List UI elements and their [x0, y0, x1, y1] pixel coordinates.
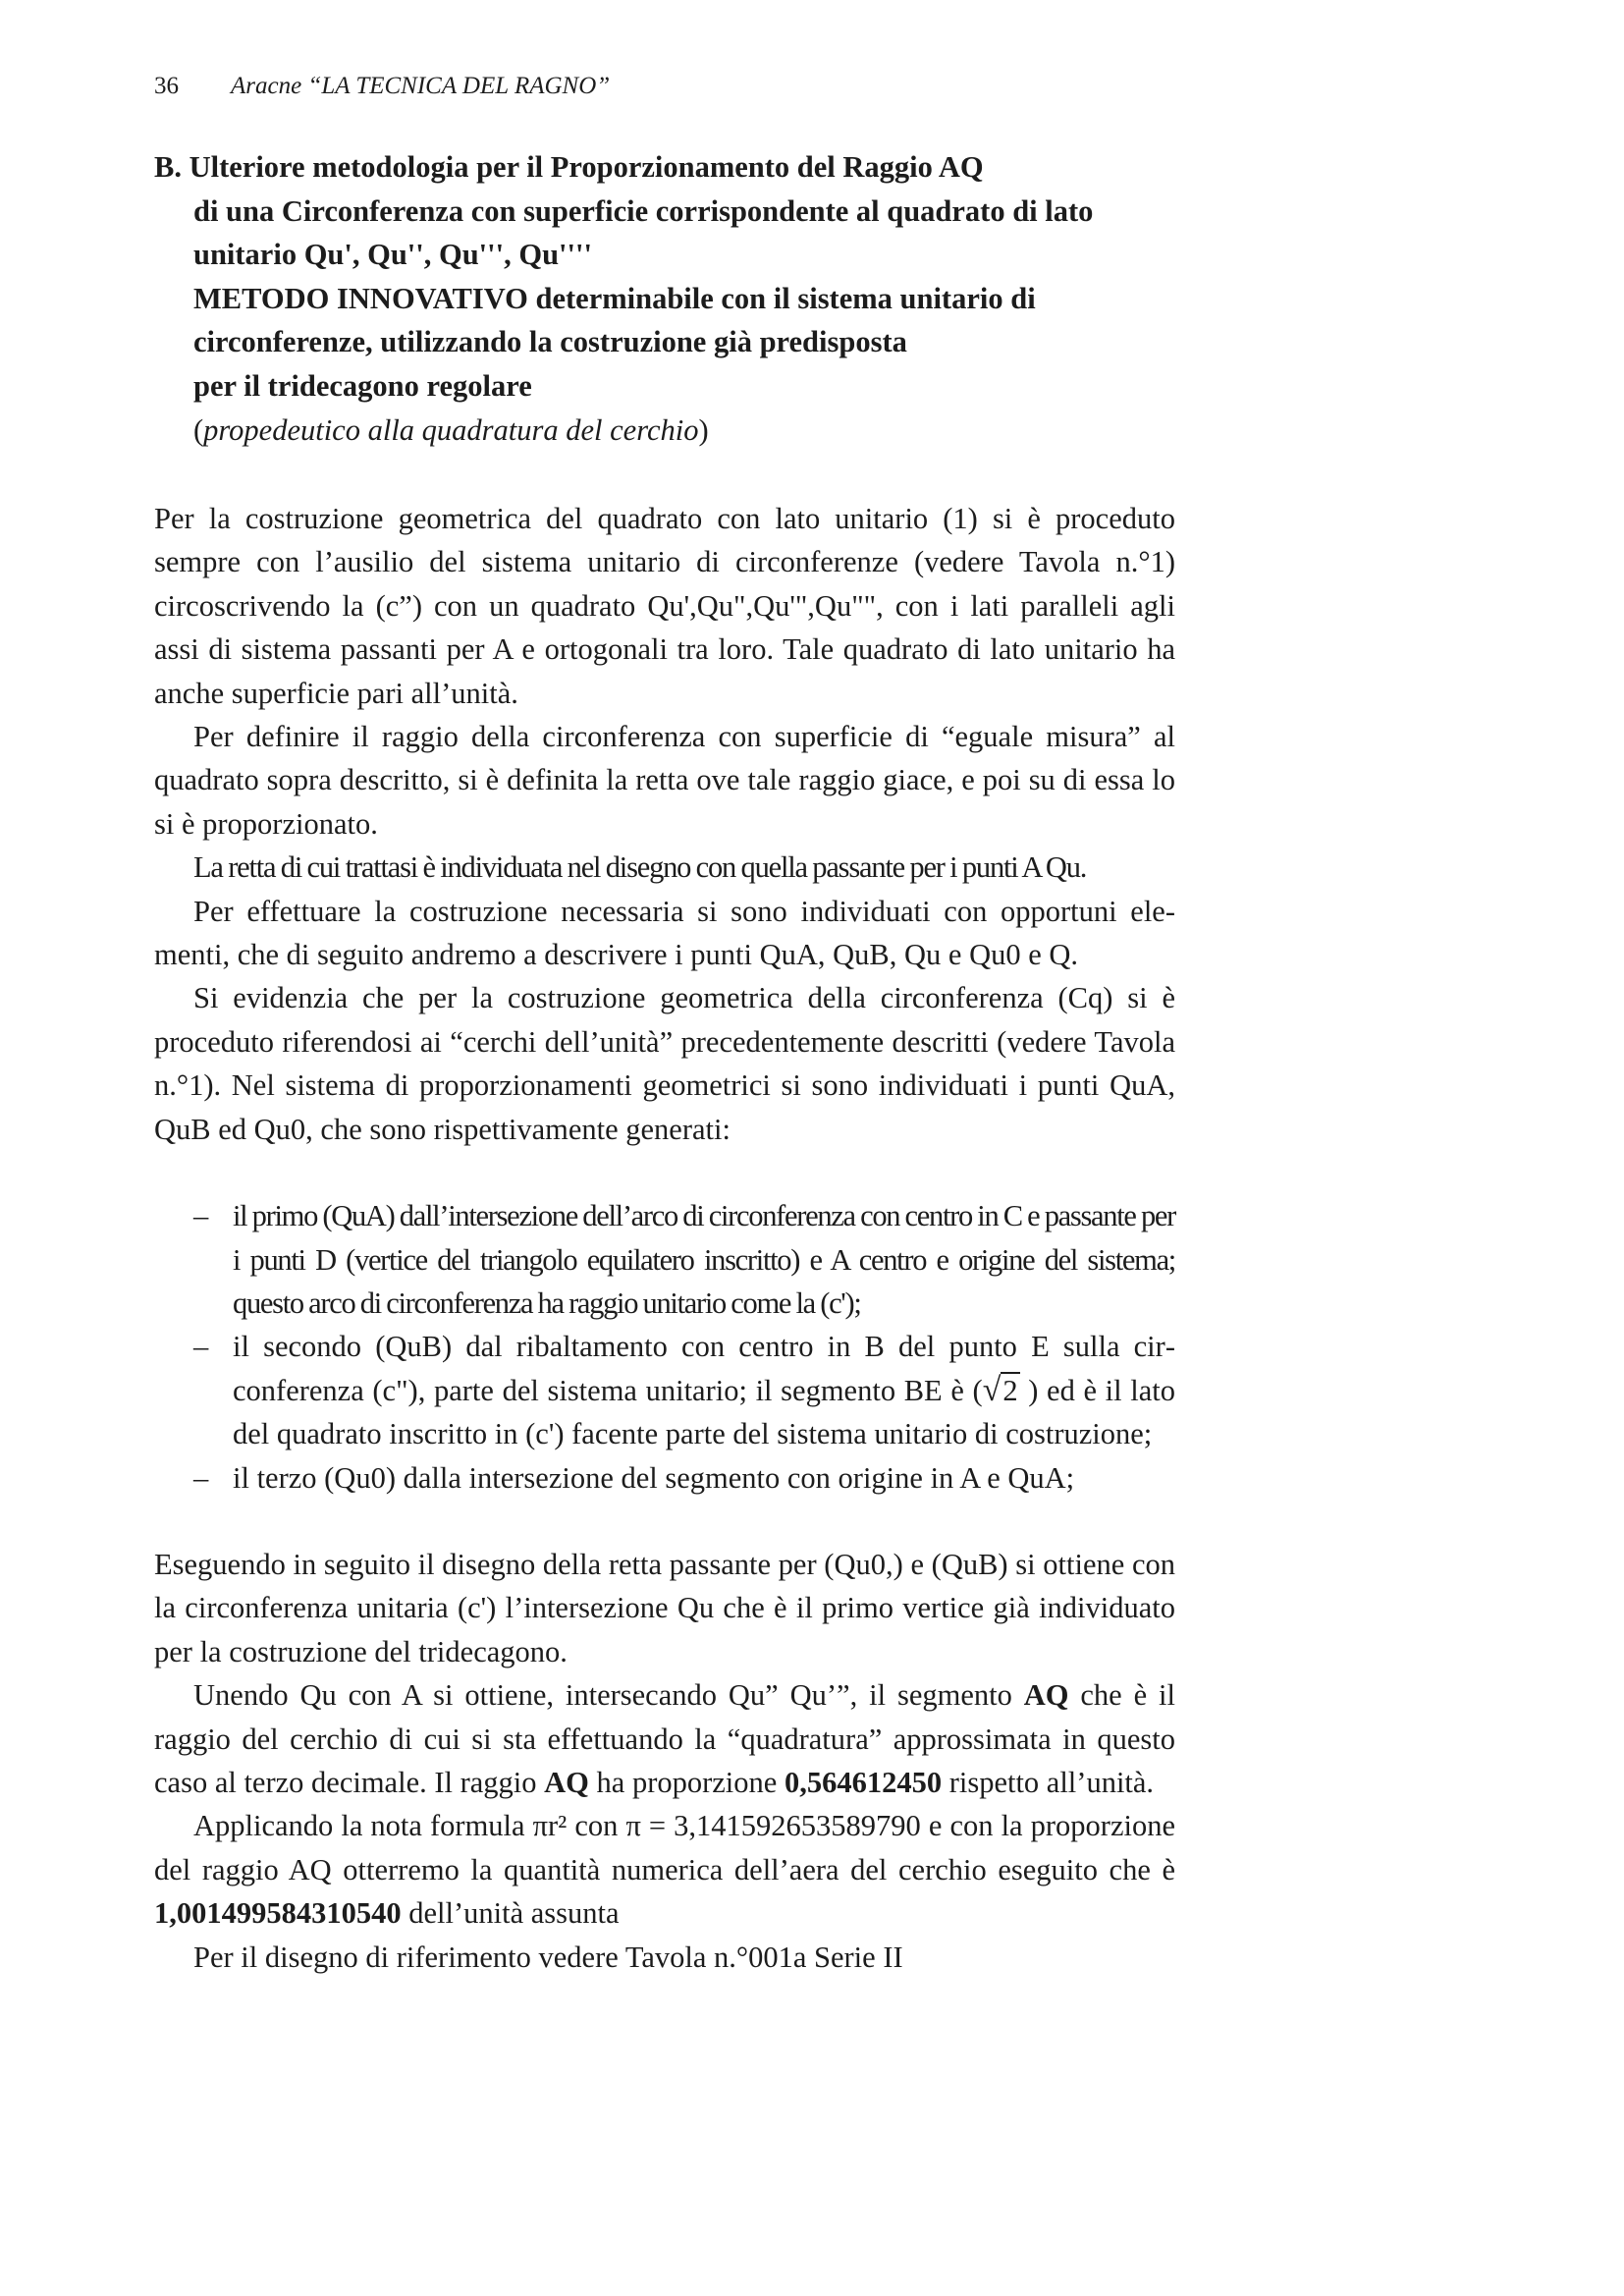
paragraph: Per il disegno di riferimento vedere Tavola n.°001a Serie II [193, 1940, 903, 1974]
paragraph: Applicando la nota formula πr² con π = 3,141592653589790 e con la proporzione del raggio AQ otterremo la quantità numerica dell’aera del cerchio eseguito che è 1,001499584310540 dell’unità assunta [154, 1809, 1175, 1931]
paragraph: Unendo Qu con A si ottiene, intersecando Qu” Qu’”, il segmento AQ che è il raggio del cerchio di cui si sta effettuando la “quadratura” approssimata in questo caso al terzo decimale. Il raggio AQ ha proporzione 0,564612450 rispetto all’unità. [154, 1678, 1176, 1799]
circle-area-value: 1,001499584310540 [154, 1896, 402, 1931]
heading-line: METODO INNOVATIVO determinabile con il sistema unitario di [193, 281, 1036, 315]
list-dash: – [193, 1330, 209, 1364]
heading-line: di una Circonferenza con superficie corrispondente al quadrato di lato [193, 193, 1094, 228]
list-item: – il terzo (Qu0) dalla intersezione del segmento con origine in A e QuA; [154, 1456, 1175, 1500]
body-text [154, 497, 1175, 1979]
paragraph: Per effettuare la costruzione necessaria si sono individuati con opportuni elementi, che di seguito andremo a descrivere i punti QuA, QuB, Qu e Qu0 e Q. [154, 894, 1175, 972]
radius-proportion: 0,564612450 [784, 1765, 943, 1799]
paragraph: Per la costruzione geometrica del quadrato con lato unitario (1) si è proceduto sempre con l’ausilio del sistema unitario di circonferenze (vedere Tavola n.°1) circoscrivendo la (c”) con un quadrato Qu',Qu",Qu'",Qu"", con i lati paralleli agli assi di sistema passanti per A e ortogonali tra loro. Tale quadrato di lato unitario ha anche superficie pari all’unità. [154, 502, 1175, 710]
paragraph: La retta di cui trattasi è individuata nel disegno con quella passante per i punti A Qu. [193, 850, 1087, 885]
heading-line: circonferenze, utilizzando la costruzione già predisposta [193, 325, 907, 359]
list-dash: – [193, 1460, 209, 1495]
list-dash: – [193, 1199, 207, 1233]
generation-list [154, 1194, 1175, 1500]
section-heading [154, 145, 1224, 452]
running-head [154, 71, 610, 102]
heading-line: B. Ulteriore metodologia per il Proporzionamento del Raggio AQ [154, 150, 984, 184]
heading-note: (propedeutico alla quadratura del cerchio) [193, 412, 709, 447]
heading-line: per il tridecagono regolare [193, 368, 532, 403]
page-number: 36 [154, 73, 179, 99]
book-title: Aracne “LA TECNICA DEL RAGNO” [231, 73, 611, 99]
square-root-two: √2 [982, 1371, 1018, 1408]
paragraph: Per definire il raggio della circonferenza con superficie di “eguale misura” al quadrato sopra descritto, si è definita la retta ove tale raggio giace, e poi su di essa lo si è proporzionato. [154, 720, 1175, 841]
list-item: – il secondo (QuB) dal ribaltamento con centro in B del punto E sulla circonferenza (c"), parte del sistema unitario; il segmento BE è (√2 ) ed è il lato del quadrato inscritto in (c') facente parte del sistema unitario di costruzione; [154, 1325, 1175, 1455]
segment-aq: AQ [544, 1765, 589, 1799]
list-item: – il primo (QuA) dall’intersezione dell’arco di circonferenza con centro in C e passante per i punti D (vertice del triangolo equilatero inscritto) e A centro e origine del sistema; questo arco di circonferenza ha raggio unitario come la (c'); [154, 1194, 1175, 1325]
heading-line: unitario Qu', Qu'', Qu''', Qu'''' [193, 238, 592, 272]
paragraph: Si evidenzia che per la costruzione geometrica della circonferenza (Cq) si è proceduto riferendosi ai “cerchi dell’unità” precedentemente descritti (vedere Tavola n.°1). Nel sistema di proporzionamenti geometrici si sono individuati i punti QuA, QuB ed Qu0, che sono rispettivamente generati: [154, 981, 1175, 1146]
paragraph: Eseguendo in seguito il disegno della retta passante per (Qu0,) e (QuB) si ottiene con la circonferenza unitaria (c') l’intersezione Qu che è il primo vertice già individuato per la costruzione del tridecagono. [154, 1547, 1175, 1668]
segment-aq: AQ [1023, 1678, 1069, 1713]
